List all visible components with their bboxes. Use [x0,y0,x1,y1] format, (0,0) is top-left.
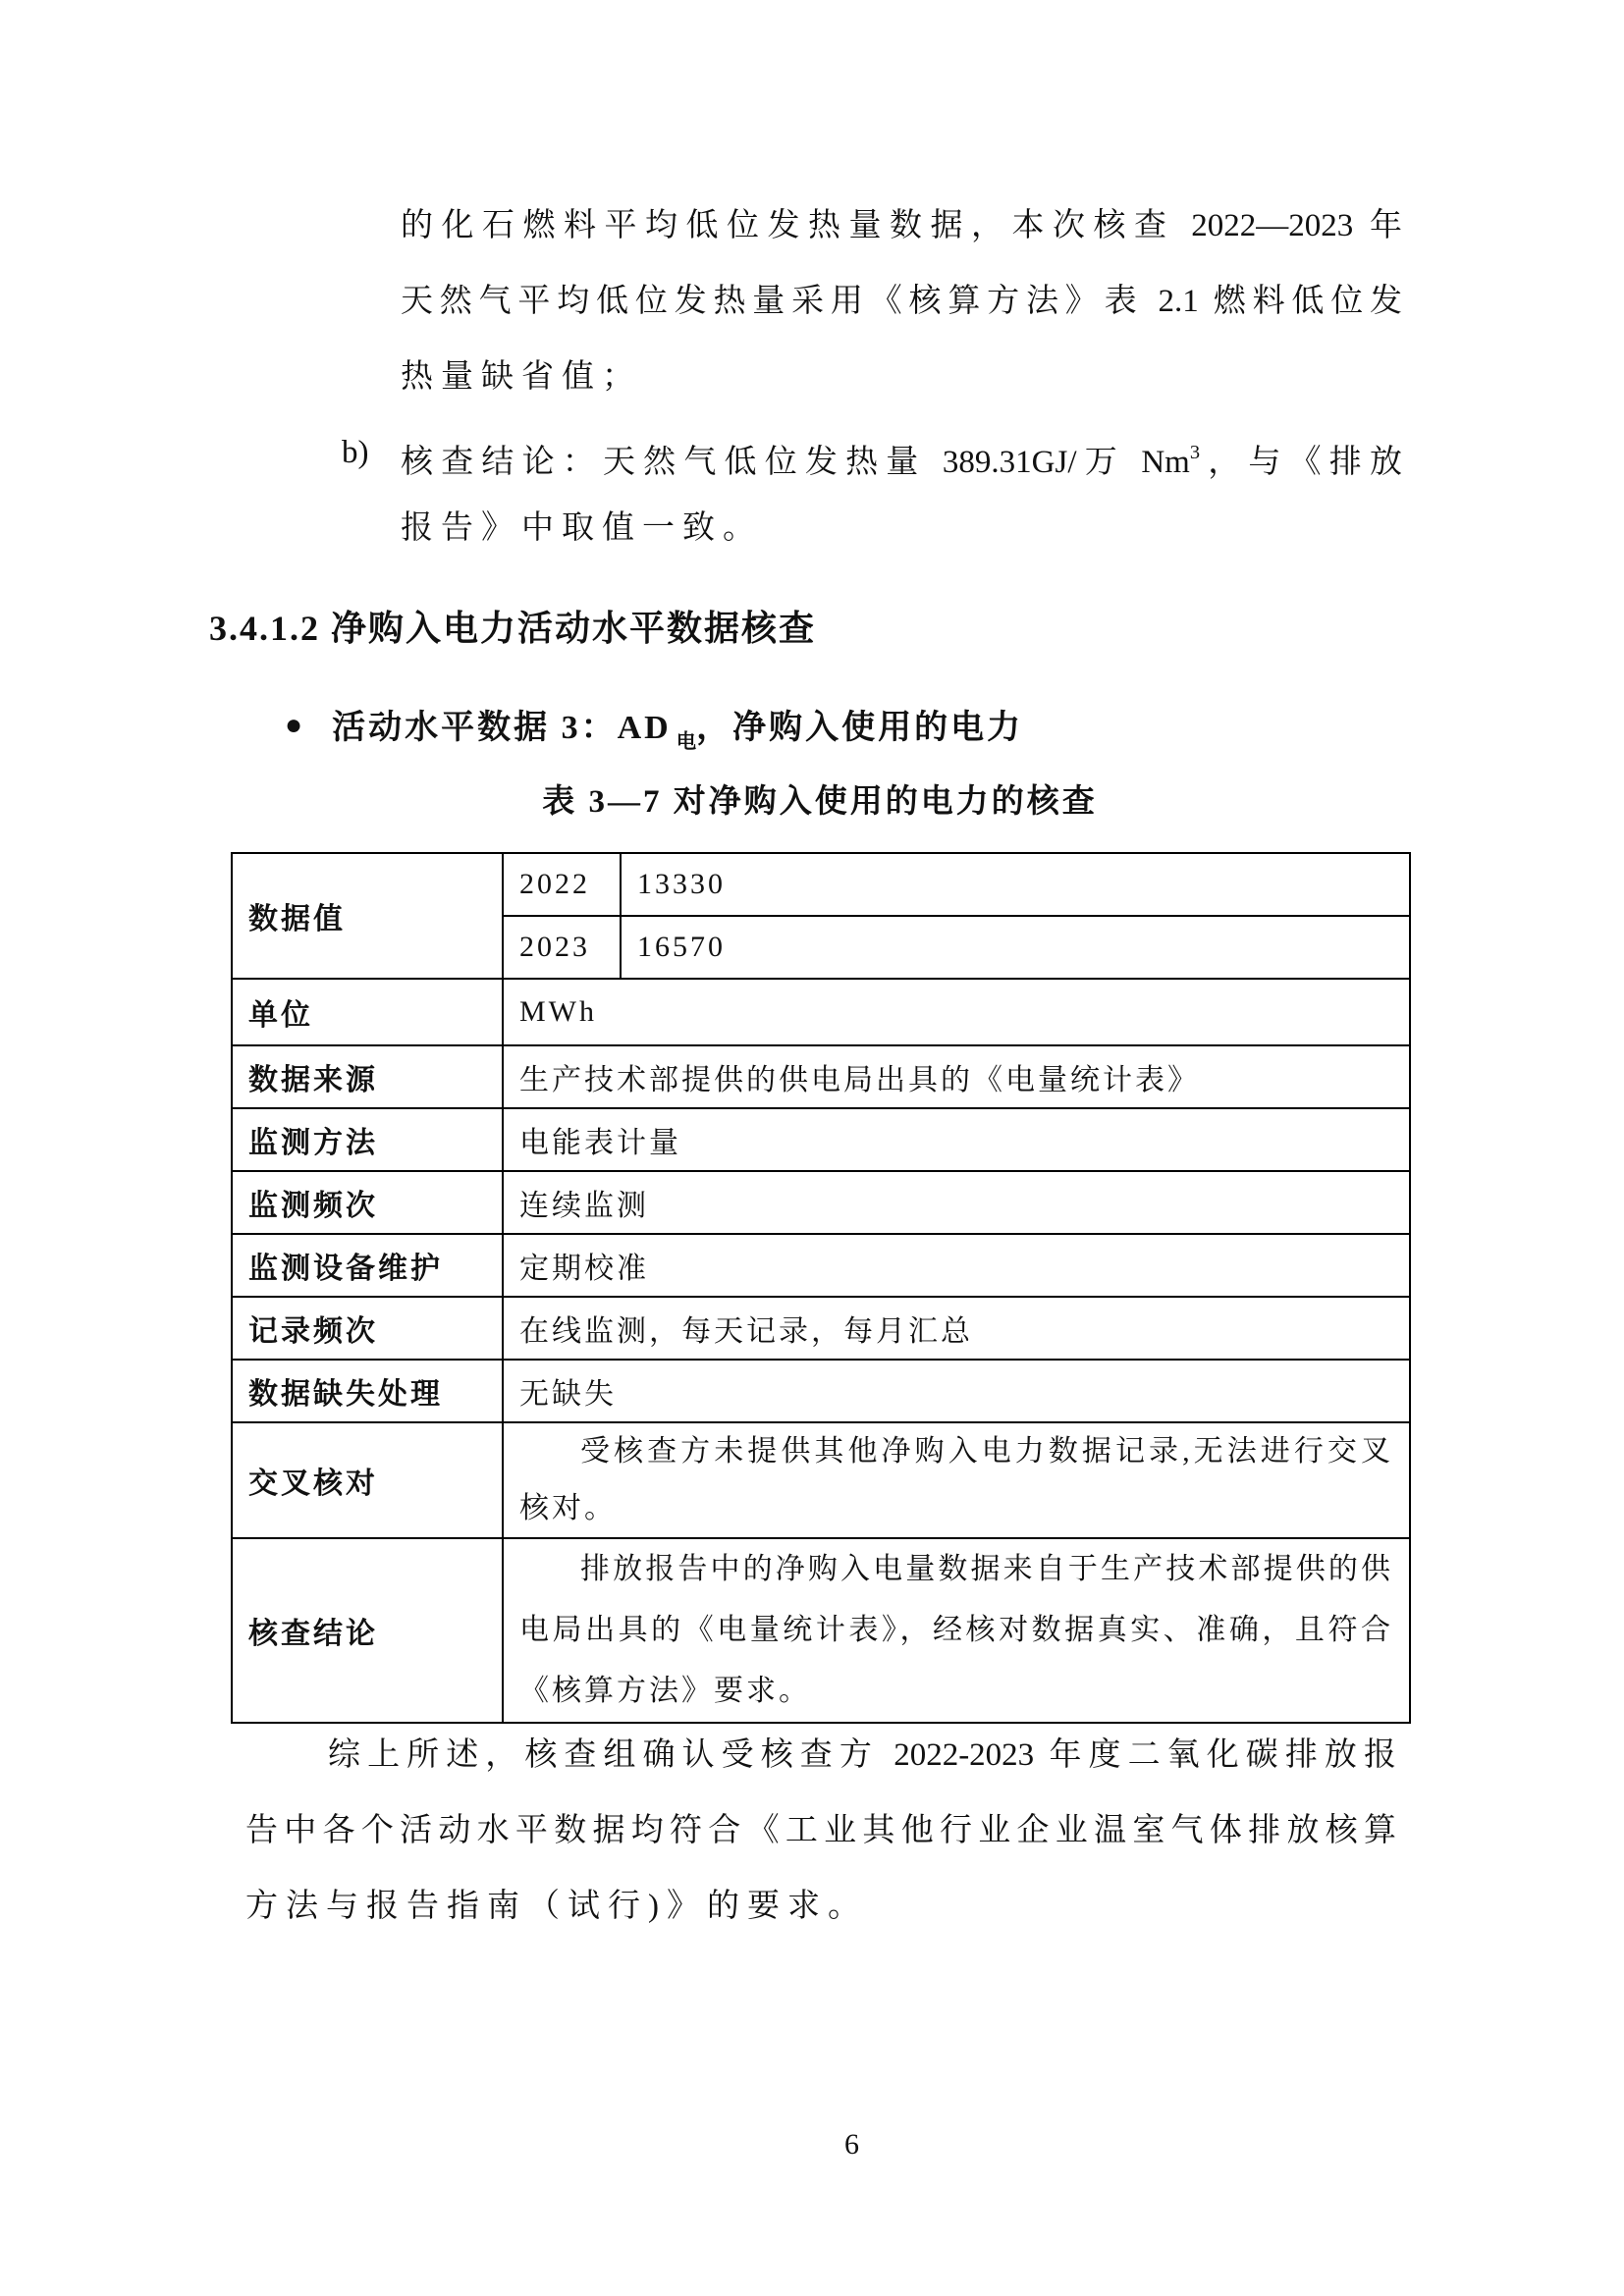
conclusion-line: 方法与报告指南（试行)》的要求。 [245,1889,868,1924]
intro-line: 的化石燃料平均低位发热量数据，本次核查 2022—2023 年 [401,208,1402,243]
table-row [232,1108,1410,1171]
superscript: 3 [1189,442,1201,463]
verification-table [231,852,1411,1724]
year-cell: 2022 [503,853,621,916]
row-label: 监测设备维护 [232,1234,503,1297]
row-label: 交叉核对 [232,1422,503,1538]
bullet-text: ，净购入使用的电力 [696,710,1024,746]
value-cell: 排放报告中的净购入电量数据来自于生产技术部提供的供电局出具的《电量统计表》，经核对数据真实、准确，且符合《核算方法》要求。 [503,1538,1410,1723]
table-row [232,1538,1410,1723]
table-row [232,1045,1410,1108]
list-marker-b: b) [342,435,369,470]
table-row [232,1422,1410,1538]
table-row [232,1171,1410,1234]
value-cell: 无缺失 [503,1360,1410,1422]
value-cell: MWh [503,979,1410,1045]
conclusion-line: 综上所述，核查组确认受核查方 2022-2023 年度二氧化碳排放报 [328,1737,1396,1773]
item-b-text: 核查结论：天然气低位发热量 389.31GJ/万 Nm [401,445,1190,480]
table-row [232,1234,1410,1297]
bullet-item [285,693,1023,774]
item-b-line [401,415,1402,491]
page-number: 6 [844,2128,859,2161]
value-cell: 受核查方未提供其他净购入电力数据记录,无法进行交叉核对。 [503,1422,1410,1538]
row-label: 记录频次 [232,1297,503,1360]
row-label: 核查结论 [232,1538,503,1723]
value-cell: 连续监测 [503,1171,1410,1234]
row-label: 数据值 [232,853,503,979]
bullet-icon: ● [285,709,303,741]
row-label: 数据缺失处理 [232,1360,503,1422]
bullet-text: 活动水平数据 3：AD [332,710,672,746]
value-cell: 定期校准 [503,1234,1410,1297]
row-label: 监测频次 [232,1171,503,1234]
conclusion-line: 告中各个活动水平数据均符合《工业其他行业企业温室气体排放核算 [245,1813,1396,1848]
year-cell: 2023 [503,916,621,979]
subscript: 电 [676,731,697,753]
section-heading: 3.4.1.2 净购入电力活动水平数据核查 [209,609,817,648]
value-cell: 16570 [621,916,1410,979]
item-b-text: ，与《排放 [1200,445,1402,480]
item-b-line: 报告》中取值一致。 [401,510,763,546]
value-cell: 电能表计量 [503,1108,1410,1171]
table-row [232,853,1410,916]
intro-paragraph [401,188,1402,566]
intro-line: 热量缺省值； [401,359,642,395]
value-cell: 13330 [621,853,1410,916]
table-caption: 表 3—7 对净购入使用的电力的核查 [542,784,1098,820]
table-row [232,979,1410,1045]
intro-line: 天然气平均低位发热量采用《核算方法》表 2.1 燃料低位发 [401,284,1402,319]
table-row [232,1297,1410,1360]
value-cell: 在线监测，每天记录，每月汇总 [503,1297,1410,1360]
row-label: 监测方法 [232,1108,503,1171]
value-cell: 生产技术部提供的供电局出具的《电量统计表》 [503,1045,1410,1108]
table-row [232,1360,1410,1422]
row-label: 单位 [232,979,503,1045]
conclusion-paragraph [245,1718,1396,1945]
row-label: 数据来源 [232,1045,503,1108]
